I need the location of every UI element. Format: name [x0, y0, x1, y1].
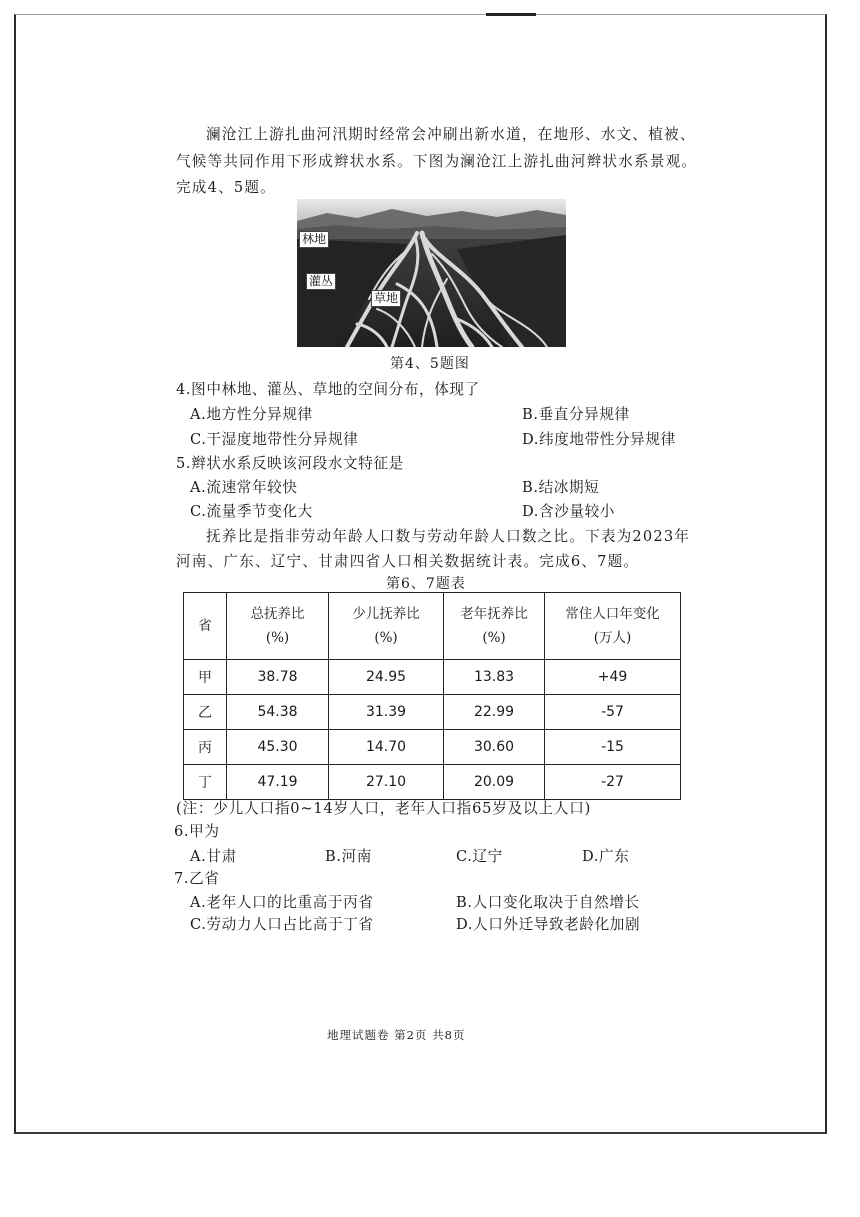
cell-elderly-ratio: 13.83: [444, 660, 545, 695]
cell-population-change: -27: [545, 765, 681, 800]
table-row: [184, 765, 681, 800]
label-shrub: 灌丛: [306, 273, 336, 290]
row-province: 丙: [184, 730, 227, 765]
cell-child-ratio: 31.39: [329, 695, 444, 730]
label-grass: 草地: [371, 290, 401, 307]
header-province-label: 省: [198, 618, 212, 634]
table-note: (注：少儿人口指0~14岁人口，老年人口指65岁及以上人口): [176, 800, 592, 817]
intro-67-line-1: 抚养比是指非劳动年龄人口数与劳动年龄人口数之比。下表为2023年: [206, 528, 691, 545]
q7-stem: 7.乙省: [174, 870, 220, 887]
row-province: 乙: [184, 695, 227, 730]
cell-total-ratio: 54.38: [227, 695, 329, 730]
figure-caption: 第4、5题图: [390, 356, 470, 372]
q4-option-b: B.垂直分异规律: [522, 406, 630, 423]
q7-option-d: D.人口外迁导致老龄化加剧: [456, 916, 641, 933]
intro-45-line-2: 气候等共同作用下形成辫状水系。下图为澜沧江上游扎曲河辫状水系景观。: [176, 153, 698, 170]
cell-elderly-ratio: 20.09: [444, 765, 545, 800]
population-table: [183, 592, 681, 800]
cell-elderly-ratio: 22.99: [444, 695, 545, 730]
table-caption: 第6、7题表: [386, 576, 466, 592]
cell-population-change: -15: [545, 730, 681, 765]
page-footer: 地理试题卷 第2页 共8页: [327, 1028, 466, 1042]
q6-stem: 6.甲为: [174, 823, 220, 840]
q5-stem: 5.辫状水系反映该河段水文特征是: [176, 455, 404, 472]
intro-67-line-2: 河南、广东、辽宁、甘肃四省人口相关数据统计表。完成6、7题。: [176, 553, 640, 570]
q7-option-b: B.人口变化取决于自然增长: [456, 894, 640, 911]
header-elderly-ratio-unit: (%): [482, 630, 506, 646]
header-total-ratio-unit: (%): [265, 630, 290, 646]
cell-population-change: -57: [545, 695, 681, 730]
cell-elderly-ratio: 30.60: [444, 730, 545, 765]
header-total-ratio-label: 总抚养比: [250, 606, 305, 622]
cell-population-change: +49: [545, 660, 681, 695]
q7-option-c: C.劳动力人口占比高于丁省: [190, 916, 374, 933]
header-population-change-unit: (万人): [593, 630, 632, 646]
cell-child-ratio: 14.70: [329, 730, 444, 765]
row-province: 丁: [184, 765, 227, 800]
header-child-ratio: [329, 593, 444, 660]
header-total-ratio: [227, 593, 329, 660]
cell-child-ratio: 27.10: [329, 765, 444, 800]
intro-45-line-1: 澜沧江上游扎曲河汛期时经常会冲刷出新水道，在地形、水文、植被、: [206, 126, 696, 143]
table-row: [184, 660, 681, 695]
q5-option-d: D.含沙量较小: [522, 503, 615, 520]
q4-stem: 4.图中林地、灌丛、草地的空间分布，体现了: [176, 381, 480, 398]
q6-option-c: C.辽宁: [456, 848, 503, 865]
row-province: 甲: [184, 660, 227, 695]
q5-option-c: C.流量季节变化大: [190, 503, 313, 520]
header-elderly-ratio-label: 老年抚养比: [460, 606, 528, 622]
q5-option-a: A.流速常年较快: [190, 479, 298, 496]
q7-option-a: A.老年人口的比重高于丙省: [190, 894, 374, 911]
label-forest: 林地: [299, 231, 329, 248]
header-province: [184, 593, 227, 660]
q4-option-d: D.纬度地带性分异规律: [522, 431, 676, 448]
table-row: [184, 695, 681, 730]
cell-child-ratio: 24.95: [329, 660, 444, 695]
q4-option-c: C.干湿度地带性分异规律: [190, 431, 359, 448]
cell-total-ratio: 45.30: [227, 730, 329, 765]
q6-option-a: A.甘肃: [190, 848, 237, 865]
q6-option-b: B.河南: [325, 848, 372, 865]
q4-option-a: A.地方性分异规律: [190, 406, 313, 423]
intro-45-line-3: 完成4、5题。: [176, 179, 276, 196]
braided-river-photo: [297, 199, 566, 347]
q5-option-b: B.结冰期短: [522, 479, 600, 496]
braided-river-image: [297, 199, 566, 347]
table-row: [184, 730, 681, 765]
header-population-change-label: 常住人口年变化: [565, 606, 660, 622]
cell-total-ratio: 38.78: [227, 660, 329, 695]
cell-total-ratio: 47.19: [227, 765, 329, 800]
header-population-change: [545, 593, 681, 660]
header-elderly-ratio: [444, 593, 545, 660]
table-header-row: [184, 593, 681, 660]
header-child-ratio-unit: (%): [374, 630, 398, 646]
header-child-ratio-label: 少儿抚养比: [352, 606, 420, 622]
q6-option-d: D.广东: [582, 848, 630, 865]
